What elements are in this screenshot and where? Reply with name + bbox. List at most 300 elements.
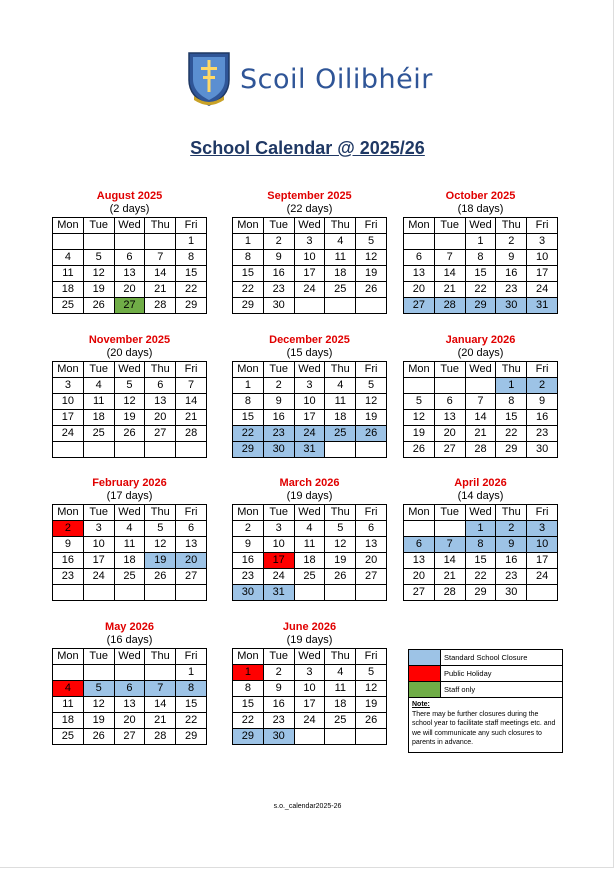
weekday-header: Thu	[325, 218, 356, 234]
day-cell: 17	[527, 553, 558, 569]
day-cell: 17	[83, 553, 114, 569]
weekday-header: Tue	[263, 362, 294, 378]
day-cell: 27	[114, 729, 145, 745]
day-cell: 9	[527, 394, 558, 410]
week-row	[404, 442, 558, 458]
day-cell: 4	[294, 521, 325, 537]
month-name: February 2026	[92, 477, 167, 489]
day-cell: 24	[83, 569, 114, 585]
day-cell: 3	[294, 378, 325, 394]
day-cell: 3	[294, 234, 325, 250]
day-cell: 6	[176, 521, 207, 537]
week-row	[233, 585, 387, 601]
day-cell: 28	[465, 442, 496, 458]
day-cell: 27	[434, 442, 465, 458]
weekday-header: Mon	[404, 218, 435, 234]
day-cell	[83, 442, 114, 458]
day-cell: 7	[434, 537, 465, 553]
month-day-count: (2 days)	[109, 203, 150, 215]
day-cell: 26	[356, 426, 387, 442]
day-cell: 17	[527, 266, 558, 282]
legend-swatch-green	[409, 682, 441, 698]
weekday-header: Thu	[145, 505, 176, 521]
day-cell: 12	[83, 697, 114, 713]
day-cell: 26	[83, 298, 114, 314]
week-row	[233, 234, 387, 250]
day-cell: 19	[83, 713, 114, 729]
month-calendar	[403, 333, 558, 458]
day-cell	[356, 585, 387, 601]
day-cell: 6	[114, 681, 145, 697]
weekday-header: Mon	[53, 505, 84, 521]
day-cell: 26	[356, 282, 387, 298]
day-cell: 12	[145, 537, 176, 553]
weekday-header-row	[404, 505, 558, 521]
day-cell: 21	[465, 426, 496, 442]
week-row	[53, 713, 207, 729]
day-cell: 9	[263, 681, 294, 697]
month-name: November 2025	[88, 334, 171, 346]
day-cell: 14	[465, 410, 496, 426]
week-row	[233, 298, 387, 314]
day-cell: 8	[176, 681, 207, 697]
weekday-header: Tue	[263, 649, 294, 665]
day-cell: 5	[83, 681, 114, 697]
day-cell	[176, 585, 207, 601]
day-cell	[145, 665, 176, 681]
day-cell: 31	[263, 585, 294, 601]
month-name: March 2026	[279, 477, 340, 489]
weekday-header-row	[404, 218, 558, 234]
day-cell: 24	[294, 282, 325, 298]
day-cell: 29	[233, 298, 264, 314]
day-cell: 7	[465, 394, 496, 410]
weekday-header: Thu	[496, 218, 527, 234]
day-cell: 25	[114, 569, 145, 585]
day-cell: 23	[233, 569, 264, 585]
week-row	[233, 266, 387, 282]
day-cell: 8	[233, 394, 264, 410]
week-row	[53, 665, 207, 681]
month-name: January 2026	[445, 334, 516, 346]
day-cell: 16	[527, 410, 558, 426]
day-cell	[53, 665, 84, 681]
day-cell: 27	[114, 298, 145, 314]
day-cell: 28	[145, 298, 176, 314]
day-cell: 29	[465, 585, 496, 601]
day-cell: 13	[356, 537, 387, 553]
day-cell: 10	[294, 681, 325, 697]
day-cell: 15	[496, 410, 527, 426]
day-cell: 22	[233, 282, 264, 298]
week-row	[53, 681, 207, 697]
week-row	[53, 553, 207, 569]
day-cell: 11	[114, 537, 145, 553]
month-day-count: (19 days)	[286, 634, 333, 646]
month-table	[232, 217, 387, 314]
day-cell: 5	[356, 234, 387, 250]
day-cell: 1	[233, 665, 264, 681]
day-cell: 20	[404, 282, 435, 298]
day-cell: 11	[294, 537, 325, 553]
weekday-header: Mon	[404, 362, 435, 378]
week-row	[404, 282, 558, 298]
day-cell: 3	[83, 521, 114, 537]
day-cell: 7	[145, 250, 176, 266]
day-cell: 22	[176, 282, 207, 298]
day-cell: 6	[404, 250, 435, 266]
day-cell	[53, 234, 84, 250]
day-cell: 31	[527, 298, 558, 314]
day-cell: 17	[294, 410, 325, 426]
day-cell: 5	[356, 665, 387, 681]
weekday-header: Tue	[83, 218, 114, 234]
day-cell: 10	[527, 250, 558, 266]
day-cell: 23	[263, 282, 294, 298]
weekday-header: Fri	[527, 218, 558, 234]
day-cell: 6	[114, 250, 145, 266]
week-row	[53, 697, 207, 713]
week-row	[233, 729, 387, 745]
day-cell: 1	[233, 234, 264, 250]
day-cell: 2	[263, 378, 294, 394]
day-cell	[145, 442, 176, 458]
week-row	[53, 234, 207, 250]
day-cell: 3	[527, 234, 558, 250]
day-cell: 26	[83, 729, 114, 745]
month-table	[52, 504, 207, 601]
day-cell: 1	[465, 521, 496, 537]
day-cell: 30	[496, 298, 527, 314]
month-day-count: (17 days)	[106, 490, 153, 502]
day-cell: 13	[114, 266, 145, 282]
week-row	[404, 521, 558, 537]
weekday-header-row	[404, 362, 558, 378]
day-cell: 22	[465, 569, 496, 585]
day-cell: 8	[233, 681, 264, 697]
month-table	[232, 361, 387, 458]
month-day-count: (14 days)	[457, 490, 504, 502]
day-cell: 27	[404, 298, 435, 314]
week-row	[404, 569, 558, 585]
month-calendar	[52, 189, 207, 314]
month-day-count: (16 days)	[106, 634, 153, 646]
day-cell: 25	[325, 282, 356, 298]
day-cell: 29	[233, 729, 264, 745]
day-cell: 19	[114, 410, 145, 426]
day-cell: 24	[527, 282, 558, 298]
day-cell: 25	[325, 713, 356, 729]
month-name: April 2026	[454, 477, 507, 489]
day-cell: 17	[263, 553, 294, 569]
legend-swatch-red	[409, 666, 441, 682]
day-cell: 28	[434, 298, 465, 314]
day-cell: 30	[527, 442, 558, 458]
day-cell: 26	[325, 569, 356, 585]
day-cell: 15	[233, 410, 264, 426]
weekday-header: Mon	[53, 362, 84, 378]
week-row	[233, 681, 387, 697]
day-cell: 9	[233, 537, 264, 553]
day-cell: 5	[325, 521, 356, 537]
day-cell: 23	[263, 426, 294, 442]
week-row	[53, 729, 207, 745]
day-cell: 18	[294, 553, 325, 569]
weekday-header-row	[233, 649, 387, 665]
day-cell: 16	[263, 410, 294, 426]
month-table	[403, 217, 558, 314]
weekday-header: Thu	[496, 362, 527, 378]
week-row	[233, 537, 387, 553]
day-cell: 1	[176, 665, 207, 681]
day-cell: 23	[496, 569, 527, 585]
day-cell	[83, 585, 114, 601]
week-row	[404, 585, 558, 601]
day-cell: 3	[527, 521, 558, 537]
day-cell	[356, 442, 387, 458]
week-row	[404, 234, 558, 250]
month-calendar	[232, 189, 387, 314]
day-cell	[404, 378, 435, 394]
day-cell	[325, 729, 356, 745]
month-name: August 2025	[96, 190, 163, 202]
day-cell: 3	[294, 665, 325, 681]
day-cell: 10	[294, 250, 325, 266]
day-cell: 15	[233, 266, 264, 282]
day-cell	[404, 234, 435, 250]
day-cell: 15	[176, 697, 207, 713]
weekday-header: Tue	[434, 362, 465, 378]
day-cell	[114, 585, 145, 601]
day-cell: 16	[496, 266, 527, 282]
day-cell: 3	[263, 521, 294, 537]
weekday-header: Fri	[176, 505, 207, 521]
day-cell: 18	[325, 410, 356, 426]
month-day-count: (20 days)	[457, 347, 504, 359]
day-cell: 19	[356, 697, 387, 713]
day-cell: 23	[496, 282, 527, 298]
day-cell: 16	[496, 553, 527, 569]
day-cell: 4	[325, 378, 356, 394]
day-cell: 29	[176, 298, 207, 314]
weekday-header: Mon	[53, 218, 84, 234]
school-name: Scoil Oilibhéir	[240, 63, 433, 95]
weekday-header: Mon	[233, 649, 264, 665]
weekday-header: Fri	[527, 505, 558, 521]
day-cell: 9	[263, 250, 294, 266]
day-cell	[83, 665, 114, 681]
day-cell: 11	[325, 250, 356, 266]
day-cell: 5	[356, 378, 387, 394]
day-cell: 30	[263, 729, 294, 745]
day-cell: 12	[325, 537, 356, 553]
day-cell: 23	[527, 426, 558, 442]
legend-swatch-blue	[409, 650, 441, 666]
day-cell: 5	[145, 521, 176, 537]
week-row	[53, 521, 207, 537]
day-cell: 30	[496, 585, 527, 601]
week-row	[233, 410, 387, 426]
month-calendar	[403, 476, 558, 601]
month-calendar	[232, 620, 387, 745]
day-cell: 10	[294, 394, 325, 410]
day-cell: 20	[356, 553, 387, 569]
week-row	[233, 569, 387, 585]
day-cell	[53, 585, 84, 601]
day-cell: 21	[145, 713, 176, 729]
month-table	[232, 648, 387, 745]
day-cell	[434, 521, 465, 537]
day-cell: 23	[53, 569, 84, 585]
note-title: Note:	[412, 701, 430, 708]
week-row	[53, 378, 207, 394]
day-cell	[356, 729, 387, 745]
day-cell: 24	[527, 569, 558, 585]
day-cell: 12	[404, 410, 435, 426]
week-row	[53, 442, 207, 458]
day-cell: 13	[145, 394, 176, 410]
day-cell: 7	[434, 250, 465, 266]
weekday-header: Tue	[263, 505, 294, 521]
calendar-title: School Calendar @ 2025/26	[190, 138, 425, 158]
month-name: December 2025	[269, 334, 350, 346]
weekday-header: Tue	[83, 505, 114, 521]
week-row	[404, 298, 558, 314]
day-cell: 18	[114, 553, 145, 569]
day-cell: 22	[465, 282, 496, 298]
day-cell: 2	[263, 665, 294, 681]
day-cell: 11	[53, 697, 84, 713]
day-cell: 25	[83, 426, 114, 442]
day-cell: 15	[465, 553, 496, 569]
month-calendar	[52, 476, 207, 601]
day-cell: 8	[465, 250, 496, 266]
day-cell: 2	[263, 234, 294, 250]
day-cell: 29	[233, 442, 264, 458]
weekday-header: Fri	[176, 649, 207, 665]
week-row	[233, 713, 387, 729]
day-cell: 20	[404, 569, 435, 585]
day-cell: 12	[356, 394, 387, 410]
day-cell: 14	[145, 697, 176, 713]
day-cell	[53, 442, 84, 458]
month-table	[403, 504, 558, 601]
day-cell: 19	[356, 266, 387, 282]
weekday-header: Wed	[114, 649, 145, 665]
day-cell	[356, 298, 387, 314]
month-table	[232, 504, 387, 601]
day-cell: 18	[83, 410, 114, 426]
week-row	[53, 569, 207, 585]
day-cell: 2	[496, 521, 527, 537]
week-row	[404, 553, 558, 569]
day-cell: 12	[114, 394, 145, 410]
weekday-header: Fri	[356, 218, 387, 234]
weekday-header: Wed	[114, 218, 145, 234]
day-cell: 8	[233, 250, 264, 266]
weekday-header: Thu	[496, 505, 527, 521]
week-row	[53, 250, 207, 266]
day-cell: 11	[53, 266, 84, 282]
weekday-header-row	[233, 218, 387, 234]
day-cell: 14	[434, 553, 465, 569]
day-cell: 9	[53, 537, 84, 553]
day-cell: 23	[263, 713, 294, 729]
day-cell: 10	[527, 537, 558, 553]
day-cell: 26	[145, 569, 176, 585]
weekday-header: Wed	[465, 218, 496, 234]
weekday-header-row	[53, 362, 207, 378]
day-cell: 16	[263, 266, 294, 282]
day-cell: 5	[114, 378, 145, 394]
weekday-header-row	[53, 218, 207, 234]
week-row	[53, 410, 207, 426]
day-cell: 13	[404, 553, 435, 569]
weekday-header: Wed	[294, 218, 325, 234]
day-cell: 4	[325, 665, 356, 681]
weekday-header: Mon	[233, 218, 264, 234]
day-cell: 15	[233, 697, 264, 713]
day-cell: 25	[53, 298, 84, 314]
day-cell: 22	[233, 426, 264, 442]
weekday-header: Tue	[263, 218, 294, 234]
month-name: October 2025	[445, 190, 516, 202]
month-calendar	[52, 333, 207, 458]
day-cell	[434, 378, 465, 394]
day-cell: 4	[114, 521, 145, 537]
day-cell: 9	[263, 394, 294, 410]
day-cell	[325, 442, 356, 458]
day-cell: 5	[404, 394, 435, 410]
weekday-header: Mon	[404, 505, 435, 521]
day-cell: 26	[404, 442, 435, 458]
day-cell: 9	[496, 537, 527, 553]
day-cell: 18	[53, 282, 84, 298]
month-name: September 2025	[267, 190, 352, 202]
day-cell: 5	[83, 250, 114, 266]
day-cell: 4	[83, 378, 114, 394]
day-cell: 30	[233, 585, 264, 601]
day-cell: 29	[176, 729, 207, 745]
day-cell	[434, 234, 465, 250]
weekday-header: Wed	[465, 505, 496, 521]
day-cell: 8	[496, 394, 527, 410]
week-row	[233, 378, 387, 394]
day-cell: 20	[114, 713, 145, 729]
month-calendar	[52, 620, 207, 745]
weekday-header-row	[53, 505, 207, 521]
week-row	[404, 537, 558, 553]
week-row	[233, 394, 387, 410]
day-cell: 22	[233, 713, 264, 729]
day-cell: 20	[434, 426, 465, 442]
day-cell: 13	[114, 697, 145, 713]
day-cell	[83, 234, 114, 250]
day-cell: 29	[465, 298, 496, 314]
day-cell: 18	[325, 697, 356, 713]
day-cell: 4	[325, 234, 356, 250]
legend-label-staff: Staff only	[441, 682, 563, 698]
day-cell: 21	[434, 282, 465, 298]
legend-row-staff	[409, 682, 563, 698]
day-cell: 12	[356, 250, 387, 266]
day-cell: 6	[404, 537, 435, 553]
day-cell: 15	[176, 266, 207, 282]
week-row	[404, 426, 558, 442]
day-cell: 18	[325, 266, 356, 282]
day-cell: 12	[356, 681, 387, 697]
day-cell	[145, 234, 176, 250]
